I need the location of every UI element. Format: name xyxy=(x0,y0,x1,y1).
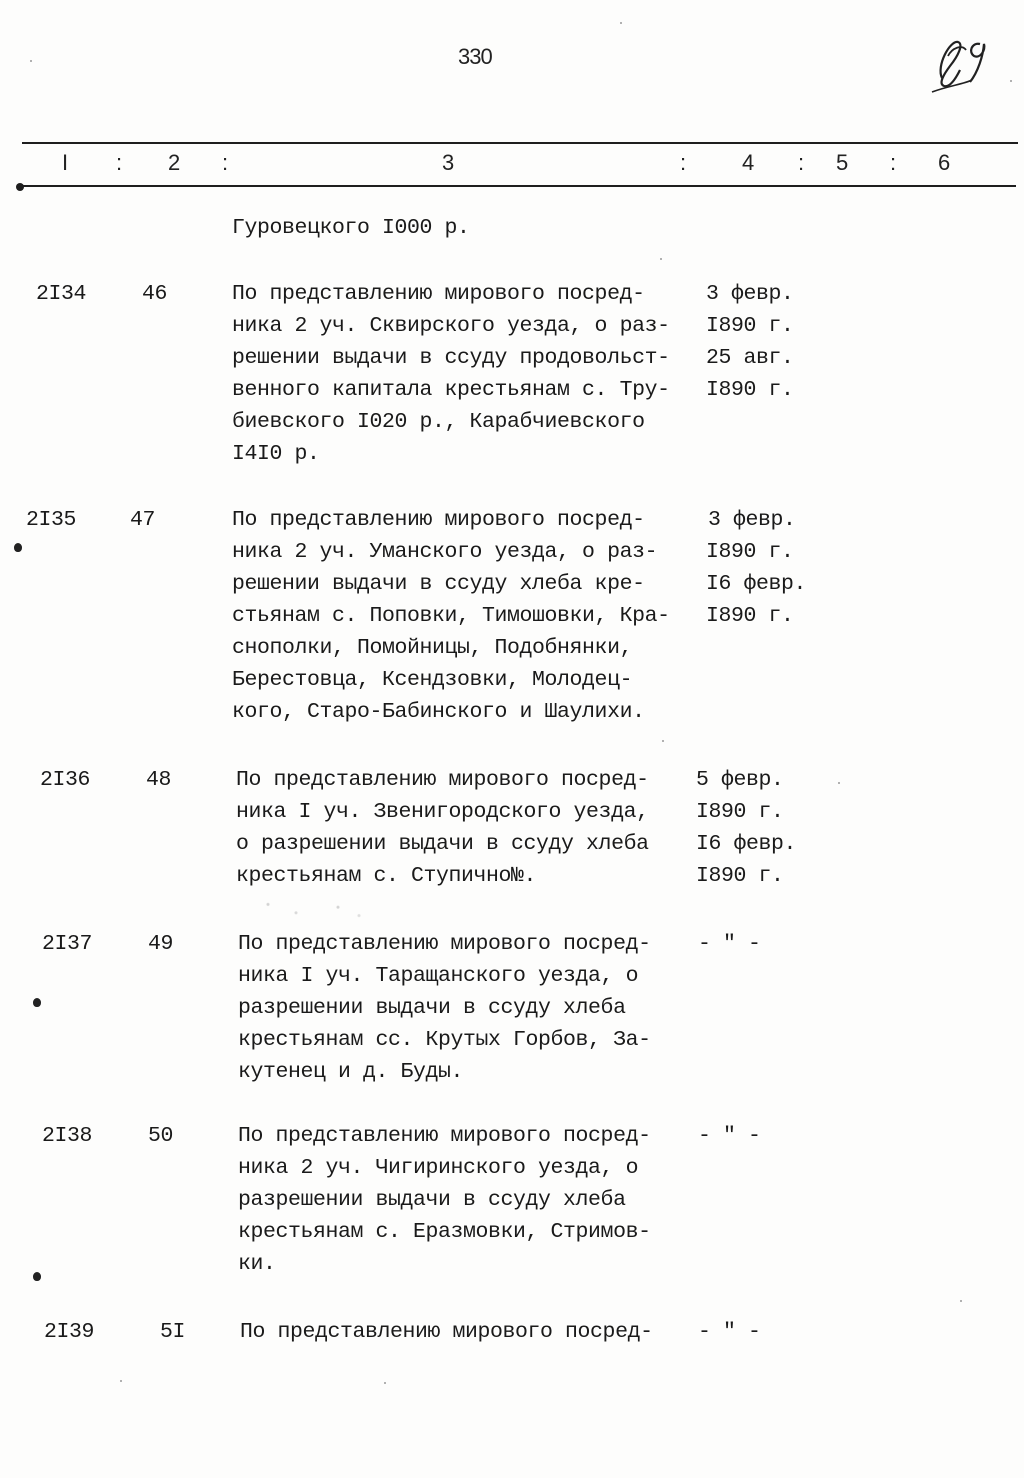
entry-description-line: кутенец и д. Буды. xyxy=(238,1060,464,1084)
entry-date-line: I6 февр. xyxy=(696,832,797,856)
entry-date-line: I890 г. xyxy=(706,314,794,338)
entry-number: 2I38 xyxy=(42,1124,93,1148)
entry-description-line: ника 2 уч. Чигиринского уезда, о xyxy=(238,1156,639,1180)
entry-date-ditto: - " - xyxy=(698,1124,761,1148)
page-number: 330 xyxy=(458,44,492,69)
entry-description-line: о разрешении выдачи в ссуду хлеба xyxy=(236,832,649,856)
column-header-6: 6 xyxy=(938,150,951,175)
punch-hole-mark xyxy=(33,998,41,1007)
column-header-5: 5 xyxy=(836,150,849,175)
paper-speck xyxy=(30,60,32,62)
entry-date-line: 5 февр. xyxy=(696,768,784,792)
column-separator: : xyxy=(798,150,805,175)
entry-date-line: I890 г. xyxy=(696,800,784,824)
entry-description-line: ника 2 уч. Уманского уезда, о раз- xyxy=(232,540,658,564)
entry-description-line: венного капитала крестьянам с. Тру- xyxy=(232,378,670,402)
entry-sheet: 47 xyxy=(130,508,156,532)
column-header-row xyxy=(0,150,1024,180)
entry-description-line: снополки, Помойницы, Подобнянки, xyxy=(232,636,633,660)
column-separator: : xyxy=(116,150,123,175)
punch-hole-mark xyxy=(14,543,22,552)
entry-number: 2I39 xyxy=(44,1320,95,1344)
entry-sheet: 49 xyxy=(148,932,174,956)
column-header-1: I xyxy=(62,150,69,175)
paper-speck xyxy=(660,258,662,260)
entry-description-line: По представлению мирового посред- xyxy=(238,1124,651,1148)
entry-description-line: крестьянам с. Еразмовки, Стримов- xyxy=(238,1220,651,1244)
entry-number: 2I36 xyxy=(40,768,91,792)
entry-date-line: 25 авг. xyxy=(706,346,794,370)
entry-description-line: крестьянам с. Ступично№. xyxy=(236,864,537,888)
entry-date-line: I890 г. xyxy=(706,378,794,402)
entry-number: 2I35 xyxy=(26,508,77,532)
entry-sheet: 46 xyxy=(142,282,168,306)
entry-date-line: 3 февр. xyxy=(706,282,794,306)
entry-number: 2I37 xyxy=(42,932,93,956)
entry-description-line: ника 2 уч. Сквирского уезда, о раз- xyxy=(232,314,670,338)
entry-date-line: I890 г. xyxy=(696,864,784,888)
entry-date-line: I6 февр. xyxy=(706,572,807,596)
column-header-2: 2 xyxy=(168,150,181,175)
entry-date-line: I890 г. xyxy=(706,540,794,564)
entry-description-line: разрешении выдачи в ссуду хлеба xyxy=(238,1188,626,1212)
entry-description-line: кого, Старо-Бабинского и Шаулихи. xyxy=(232,700,645,724)
punch-hole-mark xyxy=(33,1272,41,1281)
entry-description-line: разрешении выдачи в ссуду хлеба xyxy=(238,996,626,1020)
entry-description-line: крестьянам сс. Крутых Горбов, За- xyxy=(238,1028,651,1052)
paper-speck xyxy=(1010,80,1012,82)
entry-description-line: I4I0 р. xyxy=(232,442,320,466)
paper-speck xyxy=(120,1380,122,1382)
entry-description-line: По представлению мирового посред- xyxy=(240,1320,653,1344)
punch-hole-mark xyxy=(16,183,24,191)
paper-speck xyxy=(620,22,622,24)
entry-description-line: решении выдачи в ссуду продовольст- xyxy=(232,346,670,370)
entry-description-line: стьянам с. Поповки, Тимошовки, Кра- xyxy=(232,604,670,628)
column-separator: : xyxy=(890,150,897,175)
entry-description-line: По представлению мирового посред- xyxy=(236,768,649,792)
paper-speck xyxy=(384,1382,386,1384)
entry-date-ditto: - " - xyxy=(698,932,761,956)
column-separator: : xyxy=(222,150,229,175)
entry-number: 2I34 xyxy=(36,282,87,306)
entry-date-line: 3 февр. xyxy=(708,508,796,532)
paper-speck xyxy=(960,1300,962,1302)
column-header-4: 4 xyxy=(742,150,755,175)
entry-sheet: 5I xyxy=(160,1320,186,1344)
entry-sheet: 48 xyxy=(146,768,172,792)
column-header-3: 3 xyxy=(442,150,455,175)
header-bottom-rule xyxy=(20,185,1016,187)
entry-description-line: ника I уч. Звенигородского уезда, xyxy=(236,800,649,824)
entry-date-ditto: - " - xyxy=(698,1320,761,1344)
entry-description-line: решении выдачи в ссуду хлеба кре- xyxy=(232,572,645,596)
header-top-rule xyxy=(22,142,1018,144)
entry-sheet: 50 xyxy=(148,1124,174,1148)
entry-description-line: ника I уч. Таращанского уезда, о xyxy=(238,964,639,988)
paper-speck xyxy=(662,740,664,742)
entry-description-line: По представлению мирового посред- xyxy=(232,282,645,306)
entry-description-line: биевского I020 р., Карабчиевского xyxy=(232,410,645,434)
column-separator: : xyxy=(680,150,687,175)
paper-smudge xyxy=(240,896,380,924)
paper-speck xyxy=(838,782,840,784)
continuation-text: Гуровецкого I000 р. xyxy=(232,216,470,240)
entry-description-line: Берестовца, Ксендзовки, Молодец- xyxy=(232,668,633,692)
handwritten-folio-number xyxy=(928,26,998,96)
entry-description-line: По представлению мирового посред- xyxy=(232,508,645,532)
entry-description-line: По представлению мирового посред- xyxy=(238,932,651,956)
entry-description-line: ки. xyxy=(238,1252,276,1276)
entry-date-line: I890 г. xyxy=(706,604,794,628)
